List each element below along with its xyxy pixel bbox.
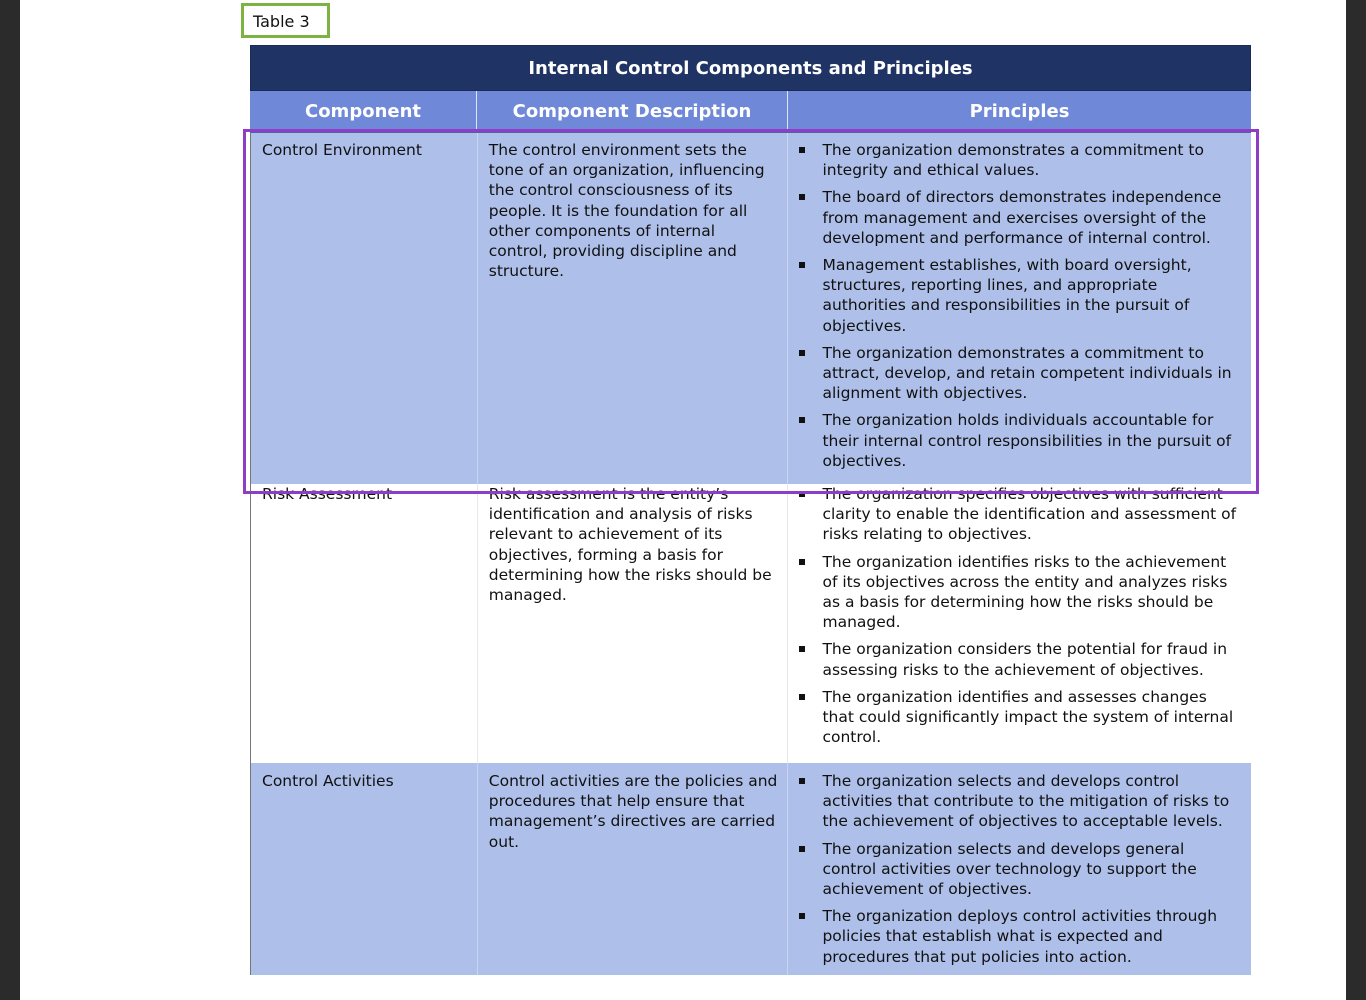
table-row-control-environment: [250, 133, 1251, 484]
principle-item: The organization identifies and assesses changes that could significantly impact the system of internal control.: [799, 687, 1241, 748]
component-cell: Control Activities: [251, 763, 478, 975]
principle-item: The organization deploys control activities through policies that establish what is expected and procedures that put policies into action.: [799, 906, 1241, 967]
description-cell: The control environment sets the tone of an organization, influencing the control consciousness of its people. It is the foundation for all other components of internal control, providing discipline and structure.: [478, 133, 789, 484]
principles-cell: [788, 133, 1251, 484]
principles-cell: [788, 763, 1251, 975]
component-cell: Control Environment: [251, 133, 478, 484]
description-cell: Control activities are the policies and procedures that help ensure that management’s directives are carried out.: [478, 763, 789, 975]
header-principles: Principles: [969, 101, 1070, 122]
internal-control-table: [250, 45, 1251, 975]
table-label: Table 3: [241, 3, 330, 38]
principles-list: [799, 140, 1241, 471]
principle-item: The organization identifies risks to the achievement of its objectives across the entity and analyzes risks as a basis for determining how the risks should be managed.: [799, 552, 1241, 633]
principle-item: The board of directors demonstrates independence from management and exercises oversight of the development and performance of internal control.: [799, 187, 1241, 248]
principles-list: [799, 771, 1241, 967]
principle-item: The organization specifies objectives with sufficient clarity to enable the identification and assessment of risks relating to objectives.: [799, 484, 1241, 545]
principle-item: The organization selects and develops general control activities over technology to support the achievement of objectives.: [799, 839, 1241, 900]
principles-cell: [788, 484, 1251, 763]
table-row-control-activities: [250, 763, 1251, 975]
principle-item: The organization demonstrates a commitment to integrity and ethical values.: [799, 140, 1241, 180]
component-cell: Risk Assessment: [251, 484, 478, 763]
description-cell: Risk assessment is the entity’s identification and analysis of risks relevant to achievement of its objectives, forming a basis for determining how the risks should be managed.: [478, 484, 789, 763]
table-header-row: [250, 91, 1251, 133]
principle-item: The organization selects and develops control activities that contribute to the mitigation of risks to the achievement of objectives to acceptable levels.: [799, 771, 1241, 832]
principle-item: The organization holds individuals accountable for their internal control responsibilities in the pursuit of objectives.: [799, 410, 1241, 471]
table-row-risk-assessment: [250, 484, 1251, 763]
principles-list: [799, 484, 1241, 747]
table-title: Internal Control Components and Principles: [250, 45, 1251, 91]
header-component-description: Component Description: [477, 91, 788, 131]
principle-item: The organization demonstrates a commitment to attract, develop, and retain competent individuals in alignment with objectives.: [799, 343, 1241, 404]
header-component: Component: [250, 91, 477, 131]
principle-item: Management establishes, with board oversight, structures, reporting lines, and appropriate authorities and responsibilities in the pursuit of objectives.: [799, 255, 1241, 336]
principle-item: The organization considers the potential for fraud in assessing risks to the achievement of objectives.: [799, 639, 1241, 679]
